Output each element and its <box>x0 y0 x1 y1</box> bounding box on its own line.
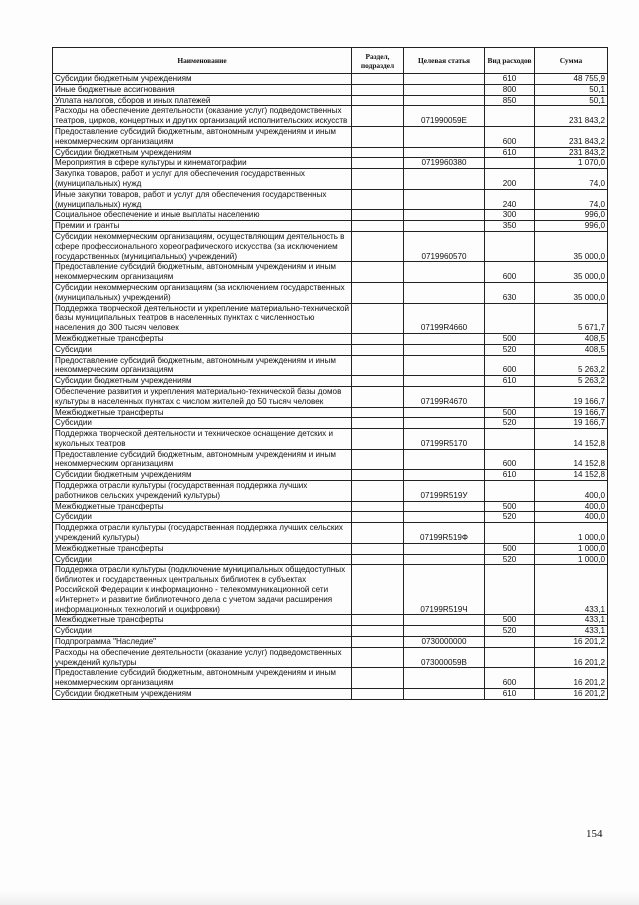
cell-name: Предоставление субсидий бюджетным, автономным учреждениям и иным некоммерческим организациям <box>53 668 352 689</box>
table-body <box>53 74 608 700</box>
cell-section <box>352 512 404 523</box>
cell-sum: 408,5 <box>535 344 608 355</box>
cell-target-article <box>404 126 485 147</box>
table-row <box>53 344 608 355</box>
cell-target-article: 07199R519Ф <box>404 523 485 544</box>
cell-section <box>352 429 404 450</box>
table-row <box>53 126 608 147</box>
cell-section <box>352 668 404 689</box>
cell-expense-type <box>485 231 535 261</box>
cell-section <box>352 84 404 95</box>
cell-section <box>352 333 404 344</box>
cell-section <box>352 481 404 502</box>
table-row <box>53 449 608 470</box>
table-row <box>53 501 608 512</box>
cell-sum: 50,1 <box>535 95 608 106</box>
cell-sum: 1 000,0 <box>535 554 608 565</box>
cell-section <box>352 344 404 355</box>
cell-name: Иные бюджетные ассигнования <box>53 84 352 95</box>
cell-target-article <box>404 407 485 418</box>
header-expense-type: Вид расходов <box>485 48 535 74</box>
cell-section <box>352 106 404 127</box>
header-target-article: Целевая статья <box>404 48 485 74</box>
table-row <box>53 429 608 450</box>
cell-expense-type <box>485 106 535 127</box>
cell-section <box>352 418 404 429</box>
cell-section <box>352 449 404 470</box>
cell-target-article <box>404 282 485 303</box>
cell-sum: 5 263,2 <box>535 355 608 376</box>
cell-expense-type: 600 <box>485 126 535 147</box>
cell-expense-type: 500 <box>485 615 535 626</box>
cell-name: Межбюджетные трансферты <box>53 543 352 554</box>
table-row <box>53 262 608 283</box>
cell-expense-type: 850 <box>485 95 535 106</box>
cell-target-article <box>404 147 485 158</box>
cell-section <box>352 554 404 565</box>
table-row <box>53 169 608 190</box>
cell-target-article <box>404 74 485 85</box>
cell-name: Уплата налогов, сборов и иных платежей <box>53 95 352 106</box>
cell-expense-type: 600 <box>485 449 535 470</box>
cell-section <box>352 543 404 554</box>
cell-sum: 433,1 <box>535 626 608 637</box>
cell-expense-type: 520 <box>485 626 535 637</box>
cell-sum: 433,1 <box>535 565 608 615</box>
header-section: Раздел, подраздел <box>352 48 404 74</box>
cell-section <box>352 386 404 407</box>
table-row <box>53 481 608 502</box>
cell-name: Мероприятия в сфере культуры и кинематографии <box>53 158 352 169</box>
table-row <box>53 106 608 127</box>
cell-target-article: 0719960570 <box>404 231 485 261</box>
cell-sum: 50,1 <box>535 84 608 95</box>
cell-section <box>352 231 404 261</box>
cell-name: Субсидии бюджетным учреждениям <box>53 147 352 158</box>
table-row <box>53 543 608 554</box>
cell-target-article <box>404 668 485 689</box>
cell-target-article <box>404 355 485 376</box>
cell-expense-type: 610 <box>485 147 535 158</box>
cell-sum: 19 166,7 <box>535 418 608 429</box>
cell-section <box>352 647 404 668</box>
cell-target-article: 07199R519У <box>404 481 485 502</box>
cell-section <box>352 637 404 648</box>
cell-section <box>352 158 404 169</box>
cell-sum: 400,0 <box>535 512 608 523</box>
table-row <box>53 615 608 626</box>
cell-sum: 5 263,2 <box>535 376 608 387</box>
cell-name: Субсидии <box>53 344 352 355</box>
cell-section <box>352 74 404 85</box>
table-row <box>53 189 608 210</box>
cell-expense-type: 600 <box>485 668 535 689</box>
cell-expense-type: 600 <box>485 355 535 376</box>
cell-section <box>352 523 404 544</box>
cell-sum: 16 201,2 <box>535 668 608 689</box>
cell-sum: 1 000,0 <box>535 543 608 554</box>
cell-sum: 433,1 <box>535 615 608 626</box>
cell-section <box>352 355 404 376</box>
cell-expense-type <box>485 386 535 407</box>
cell-expense-type: 610 <box>485 470 535 481</box>
scan-edge <box>0 891 639 905</box>
cell-sum: 231 843,2 <box>535 147 608 158</box>
cell-target-article <box>404 210 485 221</box>
table-row <box>53 303 608 333</box>
cell-expense-type: 500 <box>485 407 535 418</box>
table-row <box>53 647 608 668</box>
cell-target-article <box>404 95 485 106</box>
cell-target-article <box>404 554 485 565</box>
cell-sum: 1 070,0 <box>535 158 608 169</box>
cell-expense-type <box>485 429 535 450</box>
cell-section <box>352 303 404 333</box>
cell-expense-type: 600 <box>485 262 535 283</box>
cell-target-article: 073000059В <box>404 647 485 668</box>
table-row <box>53 74 608 85</box>
cell-sum: 16 201,2 <box>535 647 608 668</box>
cell-name: Предоставление субсидий бюджетным, автономным учреждениям и иным некоммерческим организациям <box>53 449 352 470</box>
table-row <box>53 158 608 169</box>
table-row <box>53 668 608 689</box>
budget-document <box>52 47 607 700</box>
cell-name: Поддержка творческой деятельности и укрепление материально-технической базы муниципальных театров в населенных пунктах с численностью населения до 300 тысяч человек <box>53 303 352 333</box>
cell-section <box>352 565 404 615</box>
cell-expense-type <box>485 158 535 169</box>
table-row <box>53 210 608 221</box>
cell-name: Поддержка отрасли культуры (подключение муниципальных общедоступных библиотек и государственных центральных библиотек в субъектах Российской Федерации к информационно - телекоммуникационной сети «Интернет» и развитие библиотечного дела с учетом задачи расширения информационных технологий и оцифровки) <box>53 565 352 615</box>
cell-sum: 35 000,0 <box>535 262 608 283</box>
cell-sum: 231 843,2 <box>535 106 608 127</box>
cell-expense-type: 800 <box>485 84 535 95</box>
cell-target-article <box>404 449 485 470</box>
cell-name: Предоставление субсидий бюджетным, автономным учреждениям и иным некоммерческим организациям <box>53 262 352 283</box>
cell-name: Межбюджетные трансферты <box>53 501 352 512</box>
cell-target-article <box>404 344 485 355</box>
cell-sum: 5 671,7 <box>535 303 608 333</box>
budget-table <box>52 47 608 700</box>
cell-name: Субсидии бюджетным учреждениям <box>53 689 352 700</box>
cell-section <box>352 210 404 221</box>
cell-name: Субсидии <box>53 626 352 637</box>
table-row <box>53 376 608 387</box>
cell-expense-type <box>485 303 535 333</box>
table-row <box>53 470 608 481</box>
cell-target-article <box>404 470 485 481</box>
header-sum: Сумма <box>535 48 608 74</box>
cell-expense-type <box>485 481 535 502</box>
cell-section <box>352 376 404 387</box>
cell-section <box>352 95 404 106</box>
cell-name: Межбюджетные трансферты <box>53 333 352 344</box>
cell-target-article: 07199R4660 <box>404 303 485 333</box>
table-row <box>53 689 608 700</box>
table-row <box>53 333 608 344</box>
cell-section <box>352 221 404 232</box>
table-row <box>53 637 608 648</box>
cell-target-article <box>404 626 485 637</box>
cell-sum: 35 000,0 <box>535 231 608 261</box>
cell-target-article: 07199R5170 <box>404 429 485 450</box>
page-number: 154 <box>586 828 603 840</box>
table-row <box>53 554 608 565</box>
cell-section <box>352 615 404 626</box>
cell-name: Субсидии <box>53 512 352 523</box>
cell-sum: 400,0 <box>535 481 608 502</box>
cell-section <box>352 147 404 158</box>
cell-name: Социальное обеспечение и иные выплаты населению <box>53 210 352 221</box>
cell-name: Субсидии некоммерческим организациям, осуществляющим деятельность в сфере профессионального хореографического искусства (за исключением государственных (муниципальных) учреждений) <box>53 231 352 261</box>
table-row <box>53 147 608 158</box>
table-row <box>53 418 608 429</box>
cell-name: Субсидии бюджетным учреждениям <box>53 74 352 85</box>
cell-sum: 14 152,8 <box>535 449 608 470</box>
cell-target-article: 071990059Е <box>404 106 485 127</box>
cell-expense-type: 500 <box>485 501 535 512</box>
cell-name: Расходы на обеспечение деятельности (оказание услуг) подведомственных театров, цирков, концертных и других организаций исполнительских искусств <box>53 106 352 127</box>
cell-target-article <box>404 615 485 626</box>
table-row <box>53 407 608 418</box>
cell-sum: 16 201,2 <box>535 637 608 648</box>
header-name: Наименование <box>53 48 352 74</box>
cell-expense-type: 520 <box>485 344 535 355</box>
cell-sum: 14 152,8 <box>535 429 608 450</box>
cell-section <box>352 262 404 283</box>
cell-expense-type: 240 <box>485 189 535 210</box>
cell-name: Субсидии бюджетным учреждениям <box>53 376 352 387</box>
cell-sum: 1 000,0 <box>535 523 608 544</box>
cell-name: Расходы на обеспечение деятельности (оказание услуг) подведомственных учреждений культуры <box>53 647 352 668</box>
cell-section <box>352 470 404 481</box>
cell-sum: 231 843,2 <box>535 126 608 147</box>
cell-sum: 400,0 <box>535 501 608 512</box>
table-row <box>53 84 608 95</box>
cell-target-article: 0730000000 <box>404 637 485 648</box>
cell-section <box>352 407 404 418</box>
cell-target-article <box>404 262 485 283</box>
cell-expense-type: 520 <box>485 512 535 523</box>
cell-expense-type: 200 <box>485 169 535 190</box>
table-row <box>53 95 608 106</box>
cell-section <box>352 189 404 210</box>
cell-sum: 996,0 <box>535 210 608 221</box>
cell-sum: 16 201,2 <box>535 689 608 700</box>
cell-sum: 996,0 <box>535 221 608 232</box>
cell-name: Поддержка отрасли культуры (государственная поддержка лучших работников сельских учреждений культуры) <box>53 481 352 502</box>
cell-section <box>352 126 404 147</box>
table-row <box>53 355 608 376</box>
cell-expense-type: 350 <box>485 221 535 232</box>
table-row <box>53 626 608 637</box>
cell-sum: 19 166,7 <box>535 407 608 418</box>
cell-target-article <box>404 84 485 95</box>
cell-expense-type: 610 <box>485 74 535 85</box>
cell-expense-type: 500 <box>485 333 535 344</box>
cell-expense-type <box>485 565 535 615</box>
cell-expense-type: 630 <box>485 282 535 303</box>
cell-sum: 48 755,9 <box>535 74 608 85</box>
cell-name: Поддержка творческой деятельности и техническое оснащение детских и кукольных театров <box>53 429 352 450</box>
cell-sum: 74,0 <box>535 169 608 190</box>
cell-name: Подпрограмма "Наследие" <box>53 637 352 648</box>
cell-target-article <box>404 169 485 190</box>
cell-name: Поддержка отрасли культуры (государственная поддержка лучших сельских учреждений культуры) <box>53 523 352 544</box>
cell-sum: 408,5 <box>535 333 608 344</box>
table-row <box>53 221 608 232</box>
cell-name: Премии и гранты <box>53 221 352 232</box>
cell-name: Субсидии <box>53 554 352 565</box>
cell-target-article <box>404 221 485 232</box>
cell-expense-type: 520 <box>485 418 535 429</box>
cell-section <box>352 626 404 637</box>
cell-target-article <box>404 189 485 210</box>
table-row <box>53 512 608 523</box>
cell-name: Межбюджетные трансферты <box>53 615 352 626</box>
cell-target-article <box>404 333 485 344</box>
table-row <box>53 231 608 261</box>
cell-name: Иные закупки товаров, работ и услуг для обеспечения государственных (муниципальных) нужд <box>53 189 352 210</box>
cell-section <box>352 689 404 700</box>
cell-name: Закупка товаров, работ и услуг для обеспечения государственных (муниципальных) нужд <box>53 169 352 190</box>
cell-expense-type: 500 <box>485 543 535 554</box>
table-row <box>53 565 608 615</box>
cell-name: Субсидии некоммерческим организациям (за исключением государственных (муниципальных) учреждений) <box>53 282 352 303</box>
cell-sum: 35 000,0 <box>535 282 608 303</box>
cell-target-article <box>404 543 485 554</box>
cell-sum: 19 166,7 <box>535 386 608 407</box>
cell-sum: 74,0 <box>535 189 608 210</box>
cell-section <box>352 169 404 190</box>
cell-expense-type: 610 <box>485 376 535 387</box>
cell-expense-type <box>485 637 535 648</box>
cell-target-article: 07199R4670 <box>404 386 485 407</box>
cell-name: Межбюджетные трансферты <box>53 407 352 418</box>
cell-expense-type: 610 <box>485 689 535 700</box>
cell-target-article <box>404 501 485 512</box>
cell-sum: 14 152,8 <box>535 470 608 481</box>
cell-target-article: 0719960380 <box>404 158 485 169</box>
cell-section <box>352 282 404 303</box>
cell-target-article <box>404 376 485 387</box>
cell-target-article: 07199R519Ч <box>404 565 485 615</box>
cell-name: Предоставление субсидий бюджетным, автономным учреждениям и иным некоммерческим организациям <box>53 126 352 147</box>
cell-name: Обеспечение развития и укрепления материально-технической базы домов культуры в населенных пунктах с числом жителей до 50 тысяч человек <box>53 386 352 407</box>
cell-target-article <box>404 689 485 700</box>
cell-expense-type: 520 <box>485 554 535 565</box>
cell-expense-type: 300 <box>485 210 535 221</box>
table-row <box>53 386 608 407</box>
cell-target-article <box>404 512 485 523</box>
table-row <box>53 282 608 303</box>
cell-name: Субсидии <box>53 418 352 429</box>
cell-section <box>352 501 404 512</box>
table-header-row <box>53 48 608 74</box>
cell-expense-type <box>485 523 535 544</box>
cell-expense-type <box>485 647 535 668</box>
cell-target-article <box>404 418 485 429</box>
cell-name: Предоставление субсидий бюджетным, автономным учреждениям и иным некоммерческим организациям <box>53 355 352 376</box>
cell-name: Субсидии бюджетным учреждениям <box>53 470 352 481</box>
table-row <box>53 523 608 544</box>
